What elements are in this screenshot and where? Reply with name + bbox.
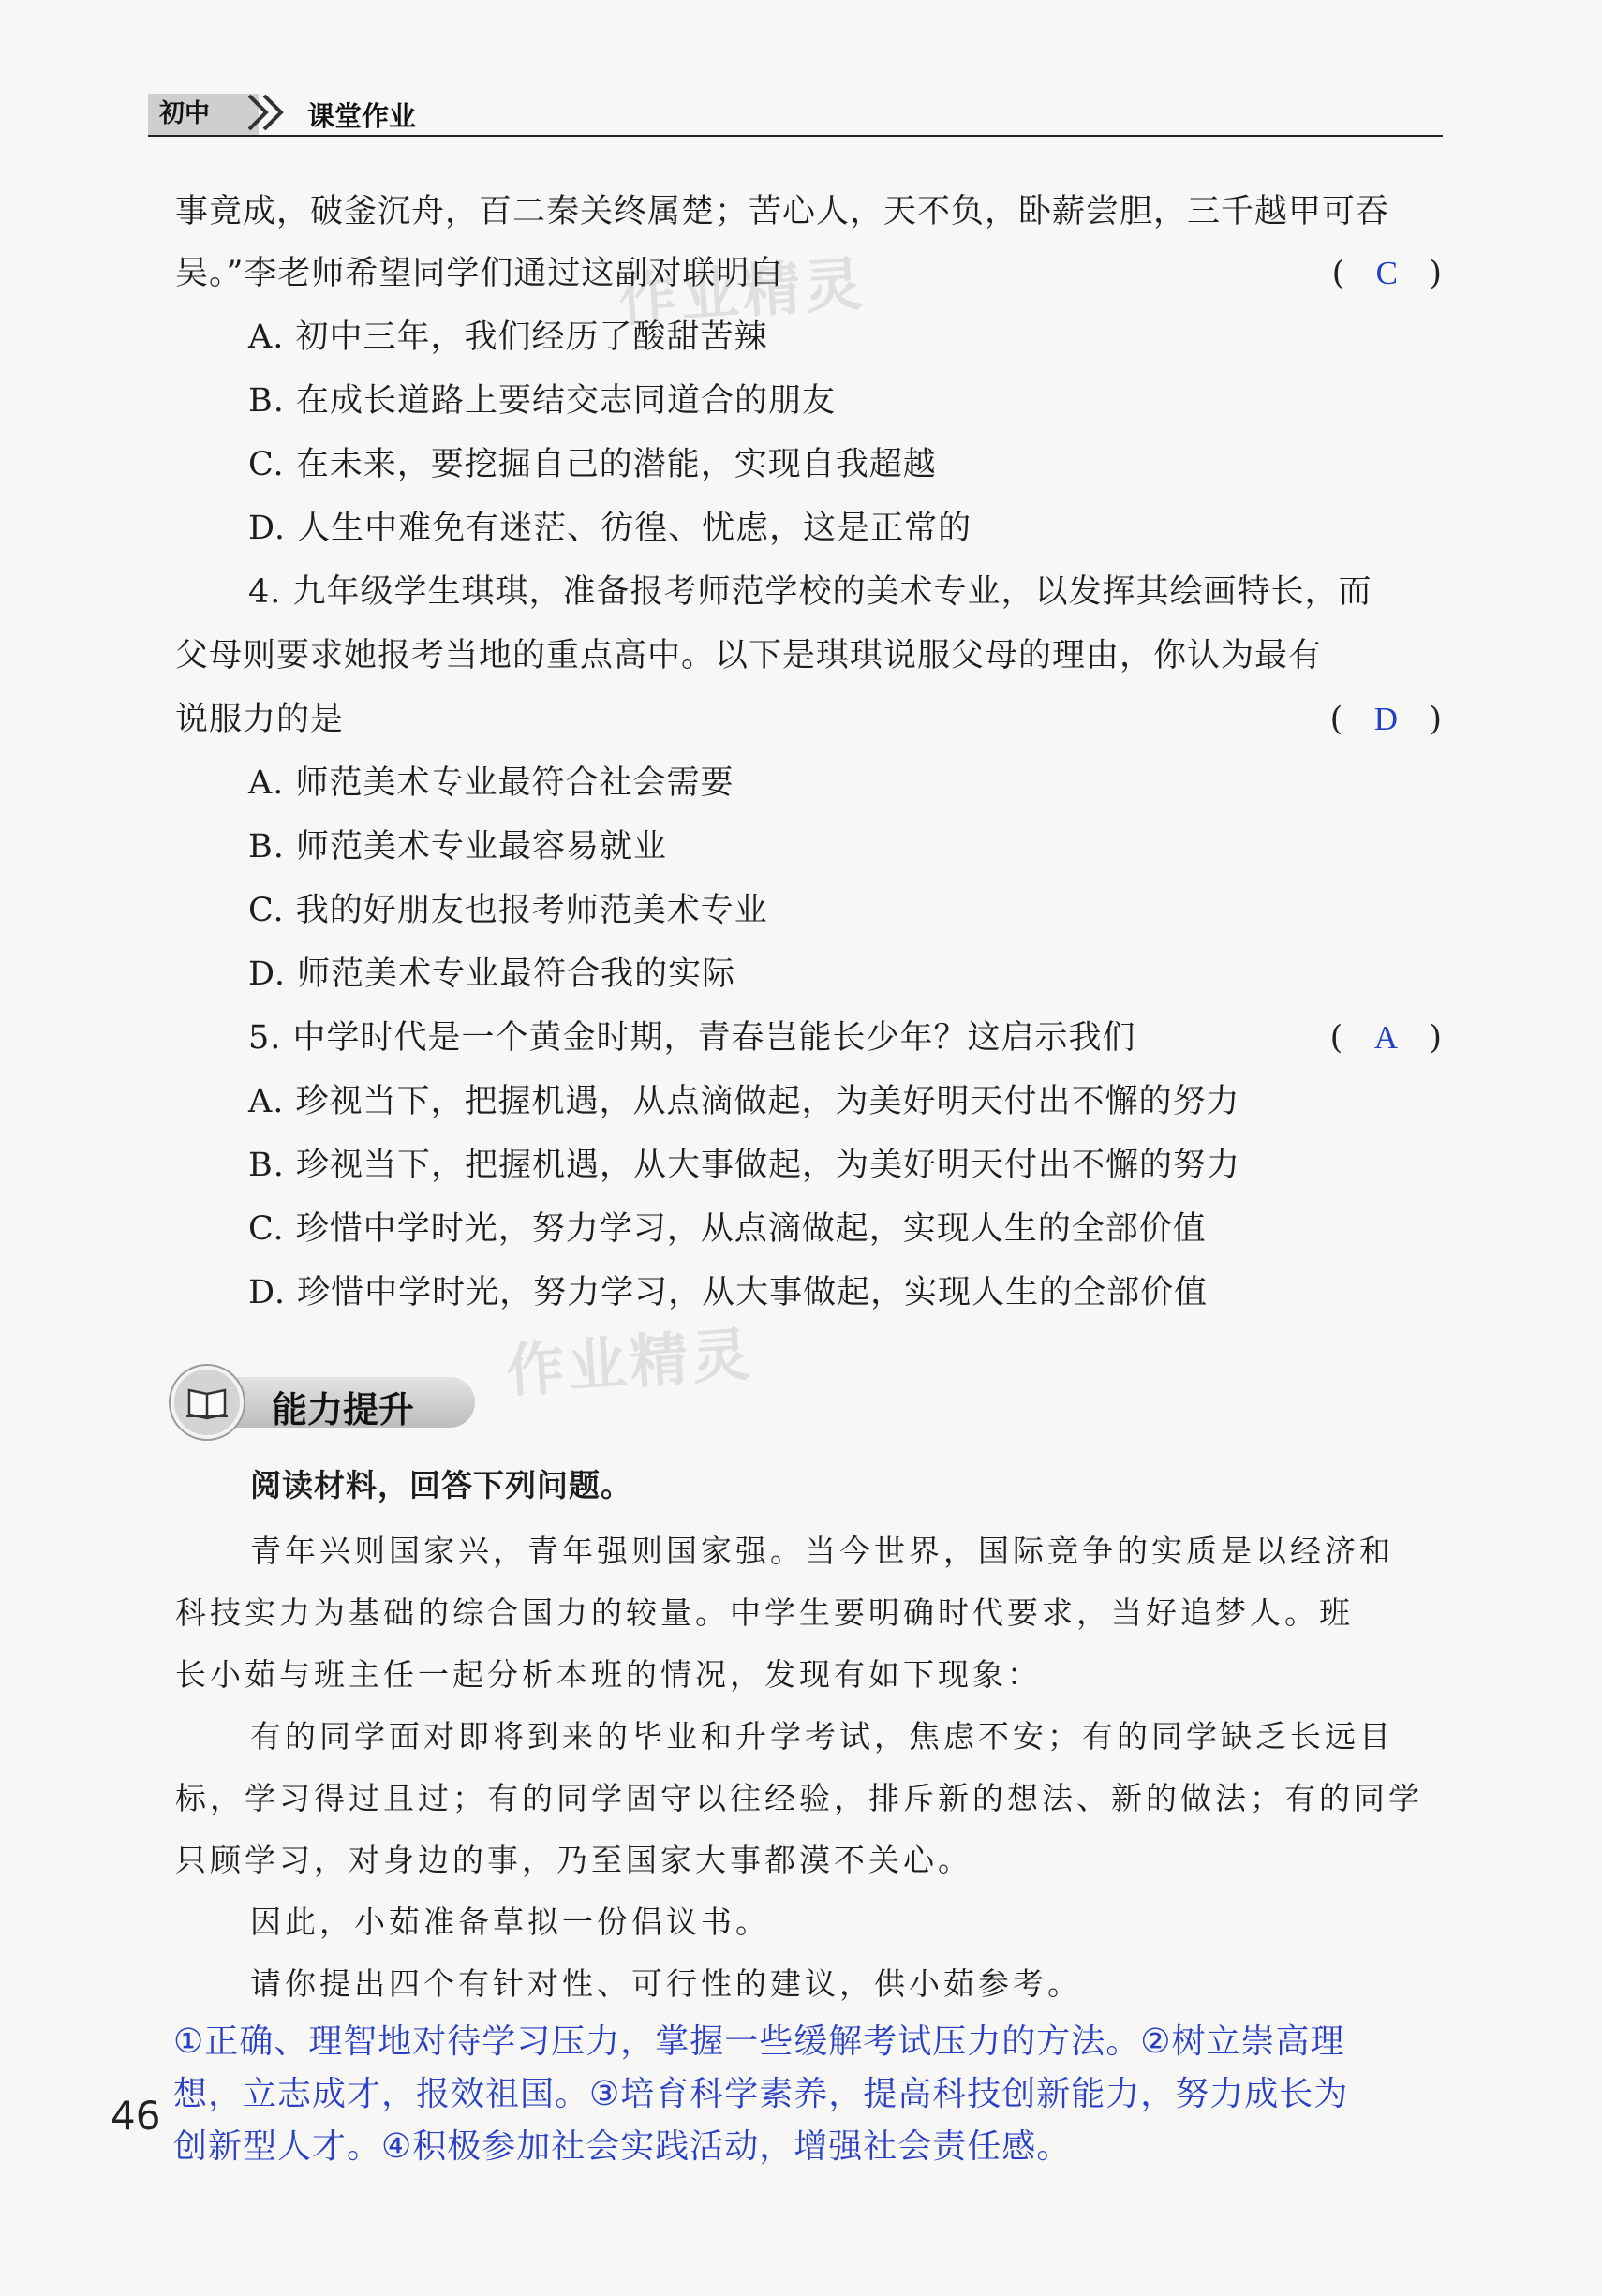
answer-letter: D (1373, 701, 1398, 737)
option: C. 我的好朋友也报考师范美术专业 (248, 892, 768, 929)
page-number: 46 (111, 2093, 161, 2139)
answer-line: ①正确、理智地对待学习压力，掌握一些缓解考试压力的方法。②树立崇高理 (173, 2022, 1345, 2061)
answer-line: 创新型人才。④积极参加社会实践活动，增强社会责任感。 (173, 2127, 1072, 2166)
page-header (148, 90, 1443, 139)
answer-letter: A (1373, 1019, 1398, 1056)
paragraph-line: 请你提出四个有针对性、可行性的建议，供小茹参考。 (250, 1965, 1082, 2002)
option: D. 人生中难免有迷茫、彷徨、忧虑，这是正常的 (248, 510, 972, 547)
paragraph-line: 只顾学习，对身边的事，乃至国家大事都漠不关心。 (175, 1842, 972, 1878)
paragraph-line: 标，学习得过且过；有的同学固守以往经验，排斥新的想法、新的做法；有的同学 (175, 1780, 1423, 1816)
reading-title: 阅读材料，回答下列问题。 (250, 1467, 632, 1504)
question-text: 父母则要求她报考当地的重点高中。以下是琪琪说服父母的理由，你认为最有 (175, 637, 1323, 674)
question-text: 说服力的是 (175, 701, 345, 738)
option: A. 师范美术专业最符合社会需要 (248, 764, 734, 802)
option: C. 在未来，要挖掘自己的潜能，实现自我超越 (248, 446, 937, 483)
answer-letter: C (1375, 255, 1398, 291)
option: A. 珍视当下，把握机遇，从点滴做起，为美好明天付出不懈的努力 (248, 1083, 1240, 1120)
question-text: 吴。”李老师希望同学们通过这副对联明白 (175, 255, 784, 292)
header-title: 课堂作业 (307, 100, 417, 132)
option: C. 珍惜中学时光，努力学习，从点滴做起，实现人生的全部价值 (248, 1210, 1207, 1248)
option: B. 珍视当下，把握机遇，从大事做起，为美好明天付出不懈的努力 (248, 1147, 1240, 1184)
answer-line: 想，立志成才，报效祖国。③培育科学素养，提高科技创新能力，努力成长为 (173, 2075, 1349, 2113)
book-icon (171, 1366, 244, 1439)
double-chevron-icon (242, 90, 298, 137)
answer-bracket: ( C ) (1331, 255, 1442, 292)
watermark: 作业精灵 (616, 248, 868, 335)
option: D. 师范美术专业最符合我的实际 (248, 955, 736, 993)
level-tab: 初中 (148, 94, 259, 135)
answer-bracket: ( D ) (1329, 701, 1442, 738)
section-header (171, 1358, 480, 1433)
section-title: 能力提升 (272, 1389, 415, 1430)
paragraph-line: 科技实力为基础的综合国力的较量。中学生要明确时代要求，当好追梦人。班 (175, 1594, 1354, 1631)
option: B. 师范美术专业最容易就业 (248, 828, 667, 866)
paragraph-line: 青年兴则国家兴，青年强则国家强。当今世界，国际竞争的实质是以经济和 (250, 1533, 1394, 1569)
option: A. 初中三年，我们经历了酸甜苦辣 (248, 318, 768, 356)
option: D. 珍惜中学时光，努力学习，从大事做起，实现人生的全部价值 (248, 1274, 1209, 1311)
question-text: 事竟成，破釜沉舟，百二秦关终属楚；苦心人，天不负，卧薪尝胆，三千越甲可吞 (175, 193, 1390, 230)
paragraph-line: 有的同学面对即将到来的毕业和升学考试，焦虑不安；有的同学缺乏长远目 (250, 1718, 1394, 1755)
question-text: 5. 中学时代是一个黄金时期，青春岂能长少年？这启示我们 (248, 1019, 1136, 1057)
header-divider (148, 135, 1443, 137)
paragraph-line: 因此，小茹准备草拟一份倡议书。 (250, 1903, 770, 1940)
paragraph-line: 长小茹与班主任一起分析本班的情况，发现有如下现象： (175, 1656, 1042, 1693)
answer-bracket: ( A ) (1329, 1019, 1442, 1057)
watermark: 作业精灵 (504, 1319, 756, 1406)
question-text: 4. 九年级学生琪琪，准备报考师范学校的美术专业，以发挥其绘画特长，而 (248, 573, 1372, 611)
option: B. 在成长道路上要结交志同道合的朋友 (248, 382, 836, 420)
